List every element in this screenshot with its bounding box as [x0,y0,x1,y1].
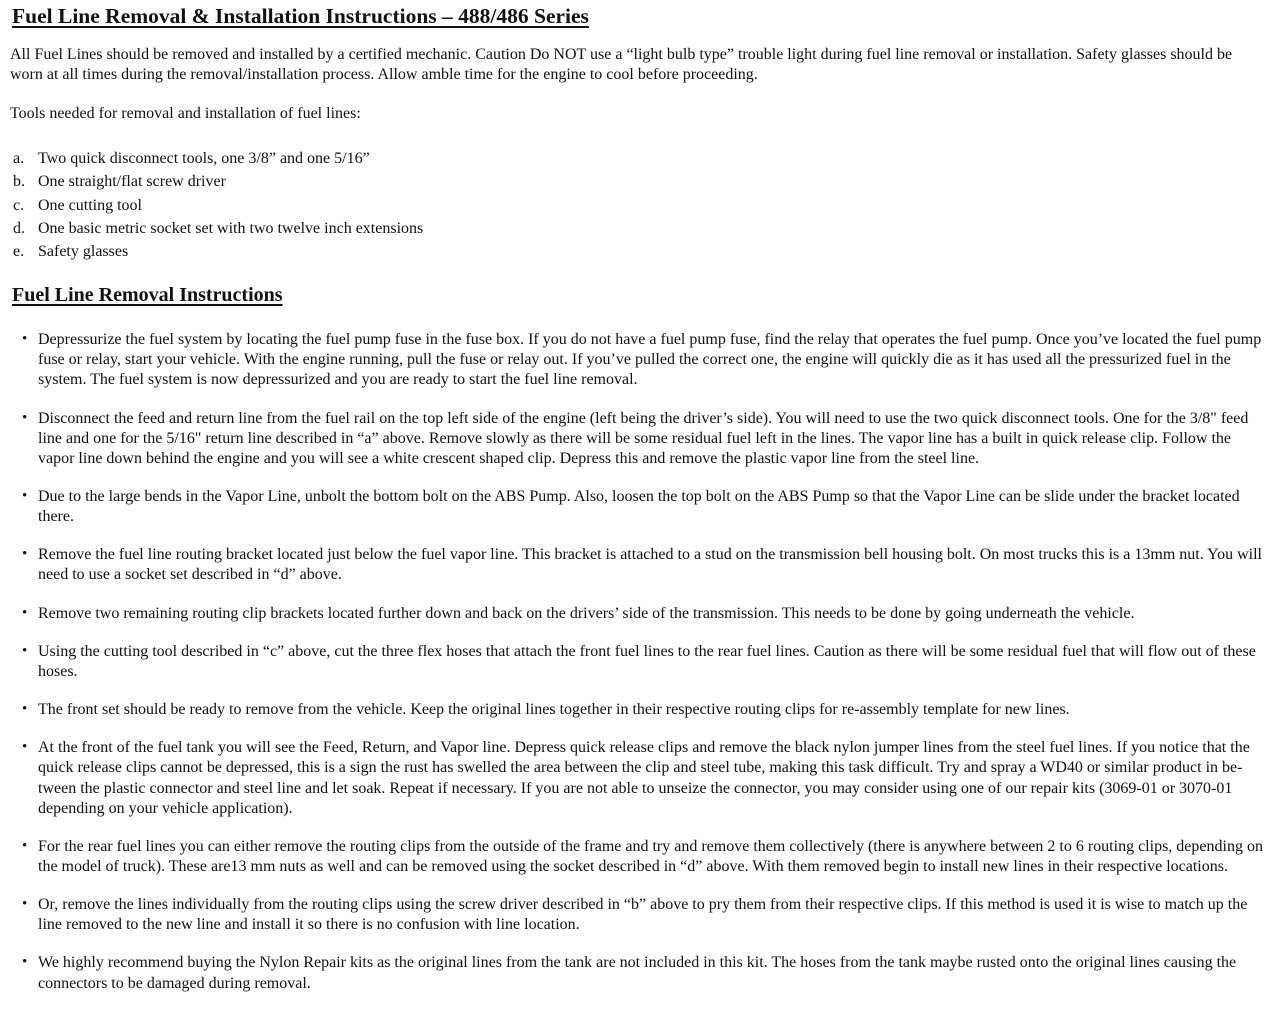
tools-heading: Tools needed for removal and installation of fuel lines: [10,105,361,123]
bullet-icon: • [22,604,28,621]
tool-text: One straight/flat screw driver [38,173,226,191]
tool-text: One cutting tool [38,196,142,214]
tool-item [10,219,1266,239]
step-item [10,837,1266,877]
step-text: We highly recommend buying the Nylon Repair kits as the original lines from the tank are not included in this kit. The hoses from the tank maybe rusted onto the original lines causing the connectors to be damaged during removal. [38,954,1237,992]
tool-letter: c. [13,196,25,214]
step-item [10,545,1266,585]
step-text: Disconnect the feed and return line from the fuel rail on the top left side of the engine (left being the driver’s side). You will need to use the two quick disconnect tools. One for the 3/8" feed line and one for the 5/16" return line described in “a” above. Remove slowly as there will be some residual fuel left in the lines. The vapor line has a built in quick release clip. Follow the vapor line down behind the engine and you will see a white crescent shaped clip. Depress this and remove the plastic vapor line from the steel line. [38,409,1249,467]
step-item [10,953,1266,993]
page-title [12,4,1266,30]
step-item [10,642,1266,682]
section-heading [12,283,1266,307]
step-item [10,604,1266,624]
bullet-icon: • [22,954,28,971]
step-text: For the rear fuel lines you can either remove the routing clips from the outside of the frame and try and remove them collectively (there is anywhere between 2 to 6 routing clips, depending on the model of truck). These are13 mm nuts as well and can be removed using the socket described in “d” above. With them removed begin to install new lines in their respective locations. [38,837,1263,876]
tool-item [10,242,1266,262]
bullet-icon: • [22,837,28,854]
tool-letter: b. [13,173,25,191]
bullet-icon: • [22,896,28,913]
tool-item [10,172,1266,192]
tool-text: Safety glasses [38,242,129,260]
step-item [10,330,1266,390]
bullet-icon: • [22,546,28,563]
bullet-icon: • [22,331,28,348]
bullet-icon: • [22,642,28,659]
section-heading-text: Fuel Line Removal Instructions [12,284,283,307]
step-text: At the front of the fuel tank you will see the Feed, Return, and Vapor line. Depress quick release clips and remove the black nylon jumper lines from the steel fuel lines. If you notice that the quick release clips cannot be depressed, this is a sign the rust has swelled the area between the clip and steel tube, making this task difficult. Try and spray a WD40 or similar product in be-tween the plastic connector and steel line and let soak. Repeat if necessary. If you are not able to unseize the connector, you may consider using one of our repair kits (3069-01 or 3070-01 depending on your vehicle application). [38,739,1250,817]
bullet-icon: • [22,409,28,426]
intro-paragraph: All Fuel Lines should be removed and installed by a certified mechanic. Caution Do NOT use a “light bulb type” trouble light during fuel line removal or installation. Safety glasses should be worn at all times during the removal/installation process. Allow amble time for the engine to cool before proceeding. [10,45,1233,83]
page-title-text: Fuel Line Removal & Installation Instructions – 488/486 Series [12,4,589,28]
bullet-icon: • [22,701,28,718]
step-text: Remove the fuel line routing bracket located just below the fuel vapor line. This bracket is attached to a stud on the transmission bell housing bolt. On most trucks this is a 13mm nut. You will need to use a socket set described in “d” above. [38,546,1262,584]
tool-letter: e. [13,242,25,260]
step-text: The front set should be ready to remove from the vehicle. Keep the original lines together in their respective routing clips for re-assembly template for new lines. [38,701,1070,719]
step-item [10,487,1266,527]
step-item [10,700,1266,720]
tool-item [10,196,1266,216]
step-item [10,409,1266,469]
bullet-icon: • [22,739,28,756]
step-text: Due to the large bends in the Vapor Line, unbolt the bottom bolt on the ABS Pump. Also, loosen the top bolt on the ABS Pump so that the Vapor Line can be slide under the bracket located there. [38,487,1240,526]
tool-item [10,149,1266,169]
tool-letter: a. [13,150,25,168]
tool-text: Two quick disconnect tools, one 3/8” and one 5/16” [38,150,370,168]
step-text: Or, remove the lines individually from the routing clips using the screw driver described in “b” above to pry them from their respective clips. If this method is used it is wise to match up the line removed to the new line and install it so there is no confusion with line location. [38,896,1248,934]
steps-list [10,330,1266,994]
step-text: Depressurize the fuel system by locating the fuel pump fuse in the fuse box. If you do not have a fuel pump fuse, find the relay that operates the fuel pump. Once you’ve located the fuel pump fuse or relay, start your vehicle. With the engine running, pull the fuse or relay out. If you’ve pulled the correct one, the engine will quickly die as it has used all the pressurized fuel in the system. The fuel system is now depressurized and you are ready to start the fuel line removal. [38,331,1262,389]
step-text: Using the cutting tool described in “c” above, cut the three flex hoses that attach the front fuel lines to the rear fuel lines. Caution as there will be some residual fuel that will flow out of these hoses. [38,642,1256,680]
tools-list [10,149,1266,262]
tool-letter: d. [13,219,25,237]
step-item [10,738,1266,819]
step-item [10,895,1266,935]
bullet-icon: • [22,487,28,504]
tool-text: One basic metric socket set with two twelve inch extensions [38,219,424,237]
step-text: Remove two remaining routing clip brackets located further down and back on the drivers’ side of the transmission. This needs to be done by going underneath the vehicle. [38,604,1135,622]
